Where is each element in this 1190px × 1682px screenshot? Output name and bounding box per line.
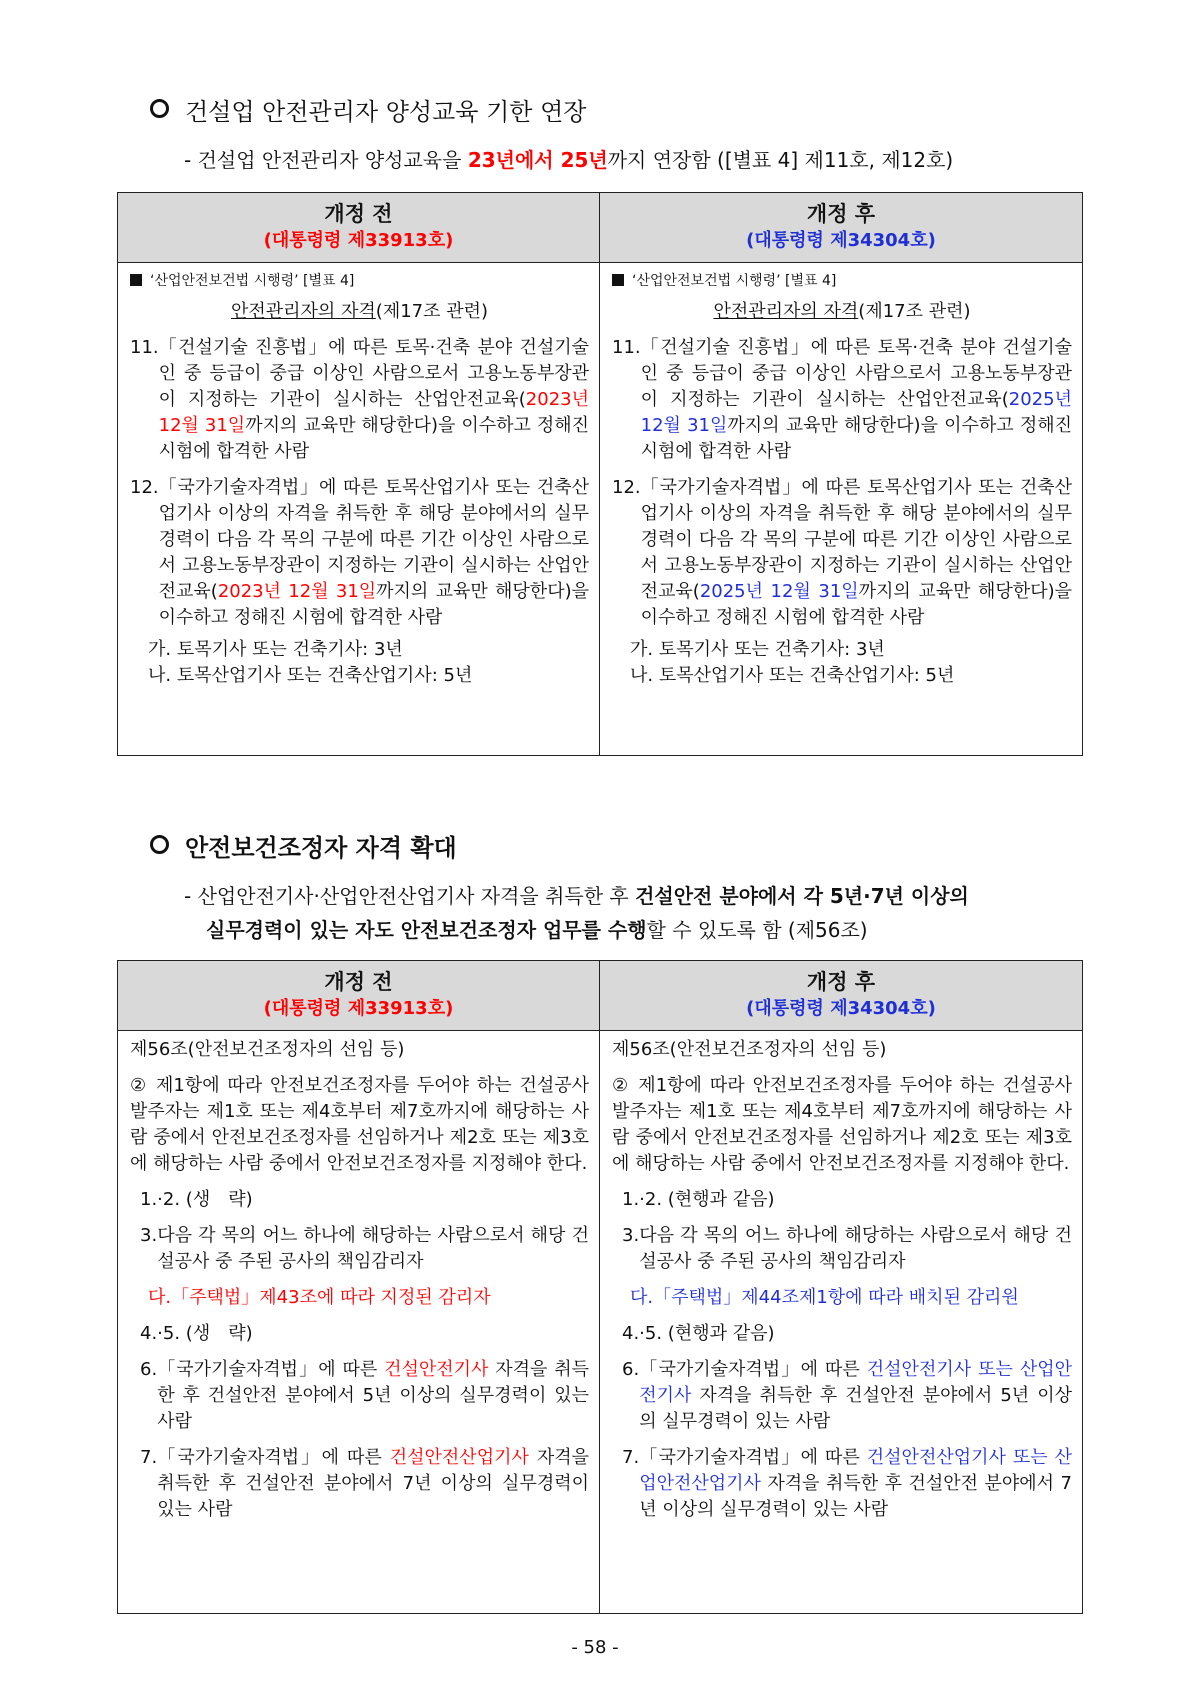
section1-heading-text: 건설업 안전관리자 양성교육 기한 연장 — [185, 98, 587, 126]
item-12: 12. 「국가기술자격법」에 따른 토목산업기사 또는 건축산업기사 이상의 자격을 취득한 후 해당 분야에서의 실무경력이 다음 각 목의 구분에 따른 기간 이상인 사람으로서 고용노동부장관이 지정하는 기관이 실시하는 산업안전교육(2025년 12월 31일까지의 교육만 해당한다)을 이수하고 정해진 시험에 합격한 사람 — [612, 477, 1072, 628]
decree-before: (대통령령 제33913호) — [263, 998, 454, 1019]
cell-after — [600, 1031, 1083, 1614]
section1-summary: - 건설업 안전관리자 양성교육을 23년에서 25년까지 연장함 ([별표 4] 제11호, 제12호) — [184, 148, 954, 172]
source-note: ‘산업안전보건법 시행령’ [별표 4] — [130, 269, 589, 293]
item-6: 6. 「국가기술자격법」에 따른 건설안전기사 또는 산업안전기사 자격을 취득한 후 건설안전 분야에서 5년 이상의 실무경력이 있는 사람 — [622, 1359, 1072, 1432]
section2-heading-text: 안전보건조정자 자격 확대 — [185, 834, 457, 862]
header-before: 개정 전 (대통령령 제33913호) — [118, 961, 600, 1031]
article-title: 제56조(안전보건조정자의 선임 등) — [612, 1039, 887, 1060]
sub-item-da: 다.「주택법」제43조에 따라 지정된 감리자 — [148, 1287, 491, 1308]
header-after: 개정 후 (대통령령 제34304호) — [600, 961, 1083, 1031]
item-4-5: 4.·5. (생 략) — [140, 1323, 253, 1344]
sub-item-na: 나. 토목산업기사 또는 건축산업기사: 5년 — [148, 665, 473, 686]
item-1-2: 1.·2. (생 략) — [140, 1189, 253, 1210]
item-3: 3. 다음 각 목의 어느 하나에 해당하는 사람으로서 해당 건설공사 중 주된 공사의 책임감리자 — [140, 1225, 589, 1272]
header-after: 개정 후 (대통령령 제34304호) — [600, 193, 1083, 263]
cell-before — [118, 1031, 600, 1614]
table-title: 안전관리자의 자격(제17조 관련) — [713, 301, 971, 322]
decree-after: (대통령령 제34304호) — [746, 998, 936, 1019]
item-11: 11. 「건설기술 진흥법」에 따른 토목·건축 분야 건설기술인 중 등급이 중급 이상인 사람으로서 고용노동부장관이 지정하는 기관이 실시하는 산업안전교육(2025년 12월 31일까지의 교육만 해당한다)을 이수하고 정해진 시험에 합격한 사람 — [612, 337, 1072, 462]
item-3: 3. 다음 각 목의 어느 하나에 해당하는 사람으로서 해당 건설공사 중 주된 공사의 책임감리자 — [622, 1225, 1072, 1272]
cell-after — [600, 263, 1083, 756]
item-6: 6. 「국가기술자격법」에 따른 건설안전기사 자격을 취득한 후 건설안전 분야에서 5년 이상의 실무경력이 있는 사람 — [140, 1359, 589, 1432]
paragraph-2: ② 제1항에 따라 안전보건조정자를 두어야 하는 건설공사발주자는 제1호 또는 제4호부터 제7호까지에 해당하는 사람 중에서 안전보건조정자를 선임하거나 제2호 또는 제3호에 해당하는 사람 중에서 안전보건조정자를 지정해야 한다. — [130, 1075, 589, 1174]
circle-bullet-icon — [150, 99, 169, 118]
paragraph-2: ② 제1항에 따라 안전보건조정자를 두어야 하는 건설공사발주자는 제1호 또는 제4호부터 제7호까지에 해당하는 사람 중에서 안전보건조정자를 선임하거나 제2호 또는 제3호에 해당하는 사람 중에서 안전보건조정자를 지정해야 한다. — [612, 1075, 1072, 1174]
comparison-table-1 — [117, 192, 1083, 756]
comparison-table-2 — [117, 960, 1083, 1614]
circle-bullet-icon — [150, 835, 169, 854]
summary-highlight: 23년에서 25년 — [467, 148, 608, 172]
decree-after: (대통령령 제34304호) — [746, 230, 936, 251]
table-title: 안전관리자의 자격(제17조 관련) — [230, 301, 489, 322]
square-bullet-icon — [130, 274, 142, 286]
item-7: 7. 「국가기술자격법」에 따른 건설안전산업기사 또는 산업안전산업기사 자격을 취득한 후 건설안전 분야에서 7년 이상의 실무경력이 있는 사람 — [622, 1447, 1072, 1520]
item-7: 7. 「국가기술자격법」에 따른 건설안전산업기사 자격을 취득한 후 건설안전 분야에서 7년 이상의 실무경력이 있는 사람 — [140, 1447, 589, 1520]
sub-item-da: 다.「주택법」제44조제1항에 따라 배치된 감리원 — [630, 1287, 1019, 1308]
section2-heading — [150, 828, 457, 863]
cell-before — [118, 263, 600, 756]
header-before: 개정 전 (대통령령 제33913호) — [118, 193, 600, 263]
section2-summary: - 산업안전기사·산업안전산업기사 자격을 취득한 후 건설안전 분야에서 각 5년·7년 이상의 실무경력이 있는 자도 안전보건조정자 업무를 수행할 수 있도록 함 (제56조) — [184, 884, 969, 942]
source-note: ‘산업안전보건법 시행령’ [별표 4] — [612, 269, 1072, 293]
item-1-2: 1.·2. (현행과 같음) — [622, 1189, 775, 1210]
item-11: 11. 「건설기술 진흥법」에 따른 토목·건축 분야 건설기술인 중 등급이 중급 이상인 사람으로서 고용노동부장관이 지정하는 기관이 실시하는 산업안전교육(2023년 12월 31일까지의 교육만 해당한다)을 이수하고 정해진 시험에 합격한 사람 — [130, 337, 589, 462]
sub-item-ga: 가. 토목기사 또는 건축기사: 3년 — [630, 639, 885, 660]
page-number: - 58 - — [571, 1637, 619, 1658]
item-4-5: 4.·5. (현행과 같음) — [622, 1323, 775, 1344]
article-title: 제56조(안전보건조정자의 선임 등) — [130, 1039, 405, 1060]
item-12: 12. 「국가기술자격법」에 따른 토목산업기사 또는 건축산업기사 이상의 자격을 취득한 후 해당 분야에서의 실무경력이 다음 각 목의 구분에 따른 기간 이상인 사람으로서 고용노동부장관이 지정하는 기관이 실시하는 산업안전교육(2023년 12월 31일까지의 교육만 해당한다)을 이수하고 정해진 시험에 합격한 사람 — [130, 477, 589, 628]
section1-heading — [150, 92, 586, 127]
square-bullet-icon — [612, 274, 624, 286]
sub-item-ga: 가. 토목기사 또는 건축기사: 3년 — [148, 639, 403, 660]
sub-item-na: 나. 토목산업기사 또는 건축산업기사: 5년 — [630, 665, 955, 686]
decree-before: (대통령령 제33913호) — [263, 230, 454, 251]
